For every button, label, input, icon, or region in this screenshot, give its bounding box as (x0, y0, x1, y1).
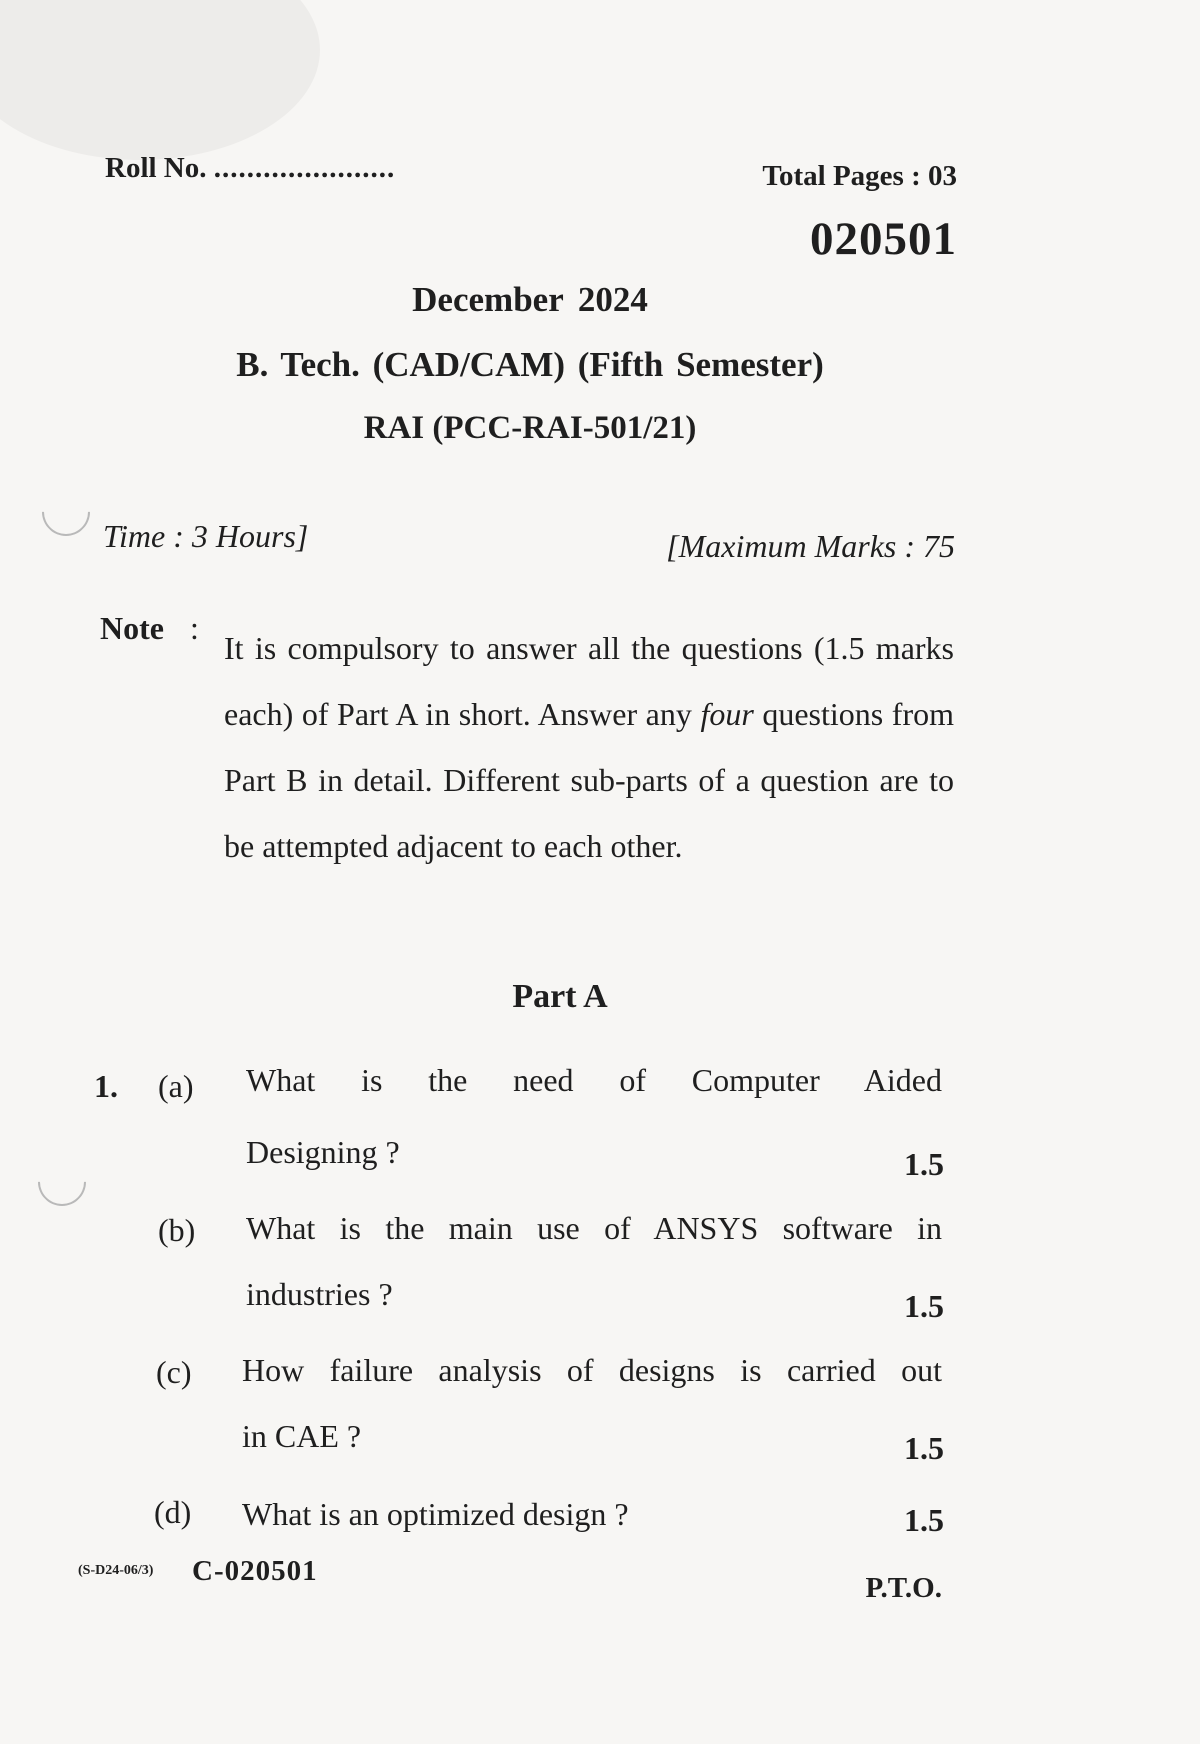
footer-paper-id: C-020501 (192, 1555, 318, 1587)
course-title: B. Tech. (CAD/CAM) (Fifth Semester) (236, 345, 824, 384)
paper-code: 020501 (810, 213, 957, 265)
total-pages: Total Pages : 03 (762, 160, 957, 192)
maximum-marks: [Maximum Marks : 75 (666, 528, 955, 564)
subquestion-marks: 1.5 (904, 1502, 944, 1538)
subquestion-text-line2: Designing ? (246, 1134, 400, 1170)
note-text-part2: questions from Part B in detail. Different sub-parts of a question are to be attempted adjacent to each other. (224, 696, 955, 864)
subquestion-text-line1: What is the need of Computer Aided (246, 1062, 942, 1098)
subquestion-label: (c) (156, 1354, 192, 1390)
exam-date: December 2024 (412, 280, 648, 319)
roll-number-field (105, 152, 395, 185)
punch-hole-mark (32, 478, 100, 546)
subquestion-marks: 1.5 (904, 1430, 944, 1466)
subquestion-text-line1: How failure analysis of designs is carried out (242, 1352, 942, 1388)
note-text (224, 615, 954, 879)
punch-hole-mark (28, 1148, 96, 1216)
note-text-italic: four (700, 696, 754, 732)
subquestion-label: (a) (158, 1068, 194, 1104)
note-colon: : (190, 610, 199, 646)
subquestion-label: (b) (158, 1212, 196, 1248)
subquestion-text-line1: What is the main use of ANSYS software in (246, 1210, 942, 1246)
time-allowed: Time : 3 Hours] (103, 518, 309, 554)
subject-code: RAI (PCC-RAI-501/21) (363, 410, 697, 446)
question-number: 1. (94, 1068, 118, 1104)
please-turn-over: P.T.O. (865, 1572, 942, 1604)
subquestion-text-line2: industries ? (246, 1276, 393, 1312)
part-a-heading: Part A (512, 978, 608, 1015)
roll-number-blank: ...................... (213, 152, 396, 184)
subquestion-marks: 1.5 (904, 1288, 944, 1324)
subquestion-marks: 1.5 (904, 1146, 944, 1182)
note-label: Note (100, 610, 164, 646)
roll-number-label: Roll No. (105, 152, 207, 184)
subquestion-text-line1: What is an optimized design ? (242, 1496, 629, 1532)
subquestion-label: (d) (154, 1494, 192, 1530)
footer-small-code: (S-D24-06/3) (78, 1563, 154, 1578)
note-text-part1: It is compulsory to answer all the questions (1.5 marks each) of Part A in short. Answer any (224, 630, 954, 732)
subquestion-text-line2: in CAE ? (242, 1418, 362, 1454)
scan-smudge (0, 0, 320, 160)
